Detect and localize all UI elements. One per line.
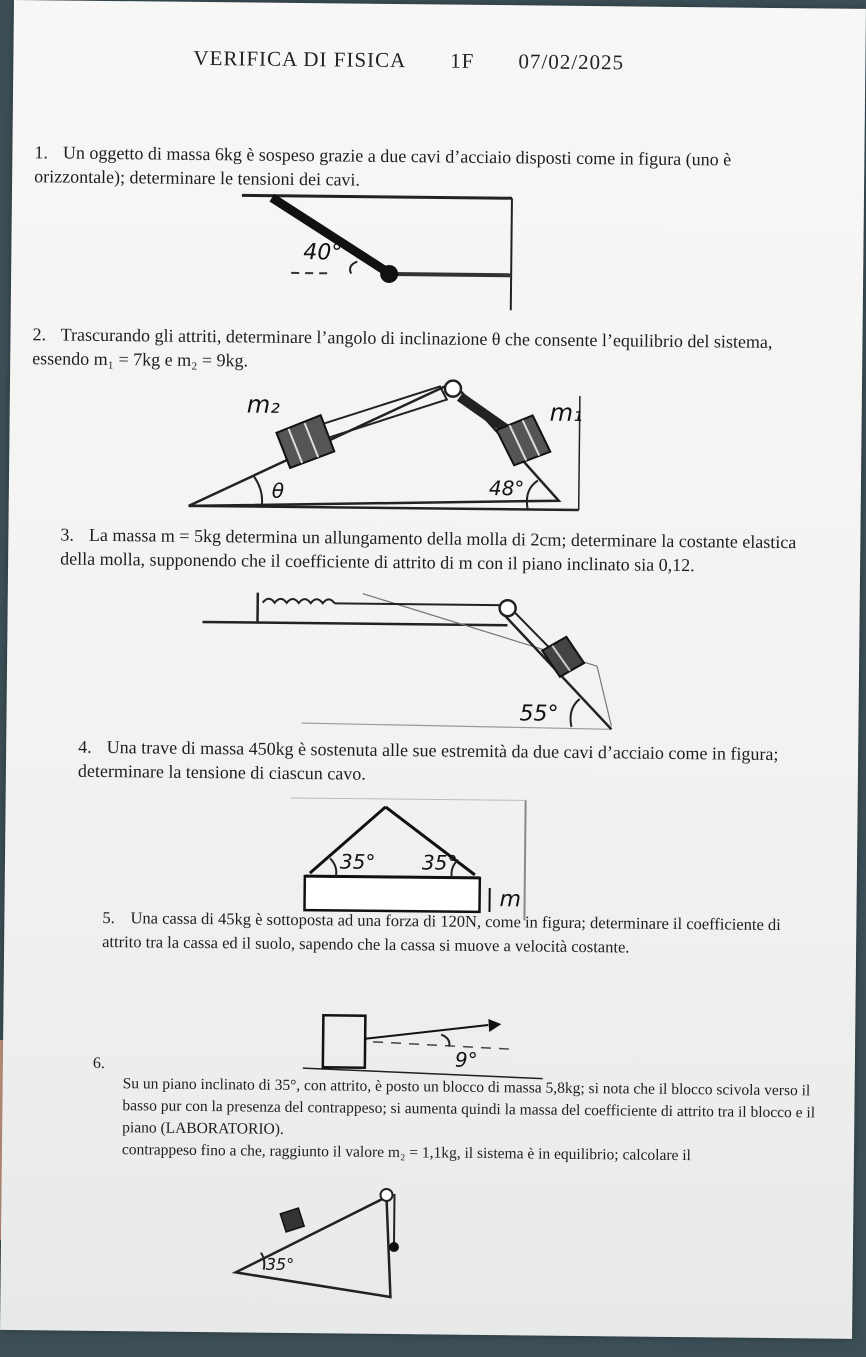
figure-2 <box>184 372 605 521</box>
question-5: 5. Una cassa di 45kg è sottoposta ad una forza di 120N, come in figura; determinare il coefficiente di attrito tra la cassa ed il suolo, sapendo che la cassa si muove a velocità costante. <box>102 907 781 957</box>
figure-3 <box>201 587 622 736</box>
question-4-text: Una trave di massa 450kg è sostenuta alle sue estremità da due cavi d’acciaio come in figura; determinare la tensione di ciascun cavo. <box>77 737 779 784</box>
fig4-angle-left-label: 35° <box>339 849 376 874</box>
question-2-text: Trascurando gli attriti, determinare l’angolo di inclinazione θ che consente l’equilibrio del sistema, essendo m₁ = 7kg e m₂ = 9kg. <box>32 324 773 371</box>
question-1: 1. Un oggetto di massa 6kg è sospeso grazie a due cavi d’acciaio disposti come in figura (uno è orizzontale); determinare le tensioni dei cavi. <box>34 142 732 190</box>
figure-1 <box>241 192 532 315</box>
fig3-angle-label: 55° <box>519 701 559 727</box>
question-4: 4. Una trave di massa 450kg è sostenuta alle sue estremità da due cavi d’acciaio come in figura; determinare la tensione di ciascun cavo. <box>77 736 779 784</box>
question-6-left: 6. <box>92 1054 105 1073</box>
exam-header <box>193 46 624 76</box>
figure-6 <box>235 1187 496 1310</box>
fig4-angle-right-label: 35° <box>421 850 458 875</box>
fig5-angle-label: 9° <box>454 1047 478 1072</box>
fig2-theta-label: θ <box>271 478 285 503</box>
question-6-text: Su un piano inclinato di 35°, con attrito, è posto un blocco di massa 5,8kg; si nota che il blocco scivola verso il basso pur con la presenza del contrappeso; si aumenta quindi la massa del coefficiente di attrito tra il blocco e il piano (LABORATORIO). <box>122 1075 816 1138</box>
question-6 <box>122 1073 843 1169</box>
fig2-m1-label: m₁ <box>549 398 583 427</box>
question-2: 2. Trascurando gli attriti, determinare l’angolo di inclinazione θ che consente l’equilibrio del sistema, essendo m₁ = 7kg e m₂ = 9kg. <box>32 324 773 371</box>
block-m <box>542 637 584 677</box>
fig4-mass-label: m <box>499 887 522 913</box>
question-3-text: La massa m = 5kg determina un allungamento della molla di 2cm; determinare la costante elastica della molla, supponendo che il coefficiente di attrito di m con il piano inclinato sia 0,12. <box>60 524 797 576</box>
figure-4 <box>289 798 540 926</box>
question-6-line: contrappeso fino a che, raggiunto il valore m₂ = 1,1kg, il sistema è in equilibrio; calcolare il <box>121 1141 691 1165</box>
fig2-angle-label: 48° <box>488 476 525 501</box>
exam-class: 1F <box>450 48 475 73</box>
exam-date: 07/02/2025 <box>518 49 625 75</box>
fig1-angle-label: 40° <box>303 240 343 266</box>
question-1-text: Un oggetto di massa 6kg è sospeso grazie a due cavi d’acciaio disposti come in figura (uno è orizzontale); determinare le tensioni dei cavi. <box>34 142 732 190</box>
question-5-text: Una cassa di 45kg è sottoposta ad una forza di 120N, come in figura; determinare il coefficiente di attrito tra la cassa ed il suolo, sapendo che la cassa si muove a velocità costante. <box>102 908 781 957</box>
fig6-angle-label: 35° <box>265 1254 295 1275</box>
question-3: 3. La massa m = 5kg determina un allungamento della molla di 2cm; determinare la costante elastica della molla, supponendo che il coefficiente di attrito di m con il piano inclinato sia 0,12. <box>60 524 797 576</box>
exam-title: VERIFICA DI FISICA <box>193 45 407 73</box>
figure-5 <box>303 1003 564 1086</box>
fig2-m2-label: m₂ <box>246 390 280 419</box>
